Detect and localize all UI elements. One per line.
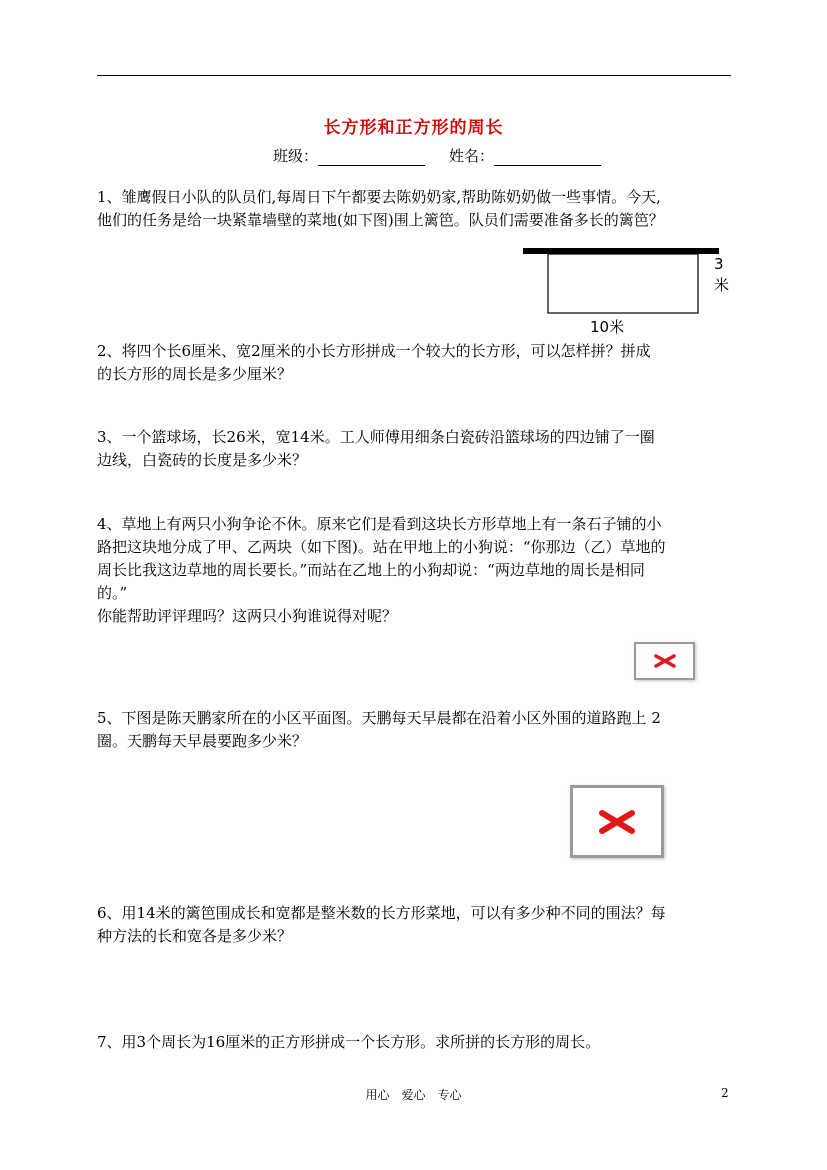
question-4-line-4: 的。” xyxy=(97,584,128,602)
broken-image-icon xyxy=(634,642,695,680)
class-field xyxy=(273,145,425,166)
question-4-line-1: 4、草地上有两只小狗争论不休。原来它们是看到这块长方形草地上有一条石子铺的小 xyxy=(97,515,662,533)
question-1 xyxy=(97,186,737,232)
page-number: 2 xyxy=(721,1086,729,1100)
question-2-line-2: 的长方形的周长是多少厘米？ xyxy=(97,365,293,383)
question-6-line-1: 6、用14米的篱笆围成长和宽都是整米数的长方形菜地，可以有多少种不同的围法？每 xyxy=(97,904,666,922)
question-5 xyxy=(97,707,737,753)
question-6 xyxy=(97,902,737,948)
vegetable-plot-figure xyxy=(522,245,737,340)
question-5-line-2: 圈。天鹏每天早晨要跑多少米？ xyxy=(97,732,308,750)
page-footer: 用心 爱心 专心 xyxy=(365,1088,462,1102)
red-cross-icon xyxy=(594,807,640,837)
height-label-number: 3 xyxy=(714,255,724,273)
question-1-line-1: 1、雏鹰假日小队的队员们,每周日下午都要去陈奶奶家,帮助陈奶奶做一些事情。今天, xyxy=(97,188,661,206)
question-3 xyxy=(97,426,737,472)
name-label: 姓名： xyxy=(449,147,495,165)
wall-line xyxy=(523,248,719,254)
broken-image-icon-large xyxy=(570,785,664,858)
red-cross-icon xyxy=(650,653,680,669)
class-label: 班级： xyxy=(273,147,319,165)
question-1-line-2: 他们的任务是给一块紧靠墙壁的菜地(如下图)围上篱笆。队员们需要准备多长的篱笆？ xyxy=(97,211,664,229)
question-7 xyxy=(97,1031,737,1054)
question-2-line-1: 2、将四个长6厘米、宽2厘米的小长方形拼成一个较大的长方形，可以怎样拼？拼成 xyxy=(97,342,651,360)
question-2 xyxy=(97,340,737,386)
name-field xyxy=(449,145,601,166)
question-4-line-3: 周长比我这边草地的周长要长。”而站在乙地上的小狗却说：“两边草地的周长是相同 xyxy=(97,561,645,579)
question-7-line-1: 7、用3个周长为16厘米的正方形拼成一个长方形。求所拼的长方形的周长。 xyxy=(97,1033,601,1051)
question-5-line-1: 5、下图是陈天鹏家所在的小区平面图。天鹏每天早晨都在沿着小区外围的道路跑上 2 xyxy=(97,709,661,727)
width-label: 10米 xyxy=(590,318,625,336)
plot-rectangle xyxy=(548,254,698,313)
question-3-line-1: 3、一个篮球场，长26米，宽14米。工人师傅用细条白瓷砖沿篮球场的四边铺了一圈 xyxy=(97,428,655,446)
height-label-unit: 米 xyxy=(714,276,730,294)
question-4 xyxy=(97,513,737,628)
header-rule xyxy=(97,75,731,76)
name-blank[interactable] xyxy=(494,149,601,166)
class-blank[interactable] xyxy=(318,149,425,166)
question-6-line-2: 种方法的长和宽各是多少米？ xyxy=(97,927,293,945)
question-3-line-2: 边线，白瓷砖的长度是多少米？ xyxy=(97,451,308,469)
page-title: 长方形和正方形的周长 xyxy=(323,118,504,138)
question-4-line-2: 路把这块地分成了甲、乙两块（如下图)。站在甲地上的小狗说：“你那边（乙）草地的 xyxy=(97,538,666,556)
question-4-line-5: 你能帮助评评理吗？这两只小狗谁说得对呢？ xyxy=(97,607,398,625)
